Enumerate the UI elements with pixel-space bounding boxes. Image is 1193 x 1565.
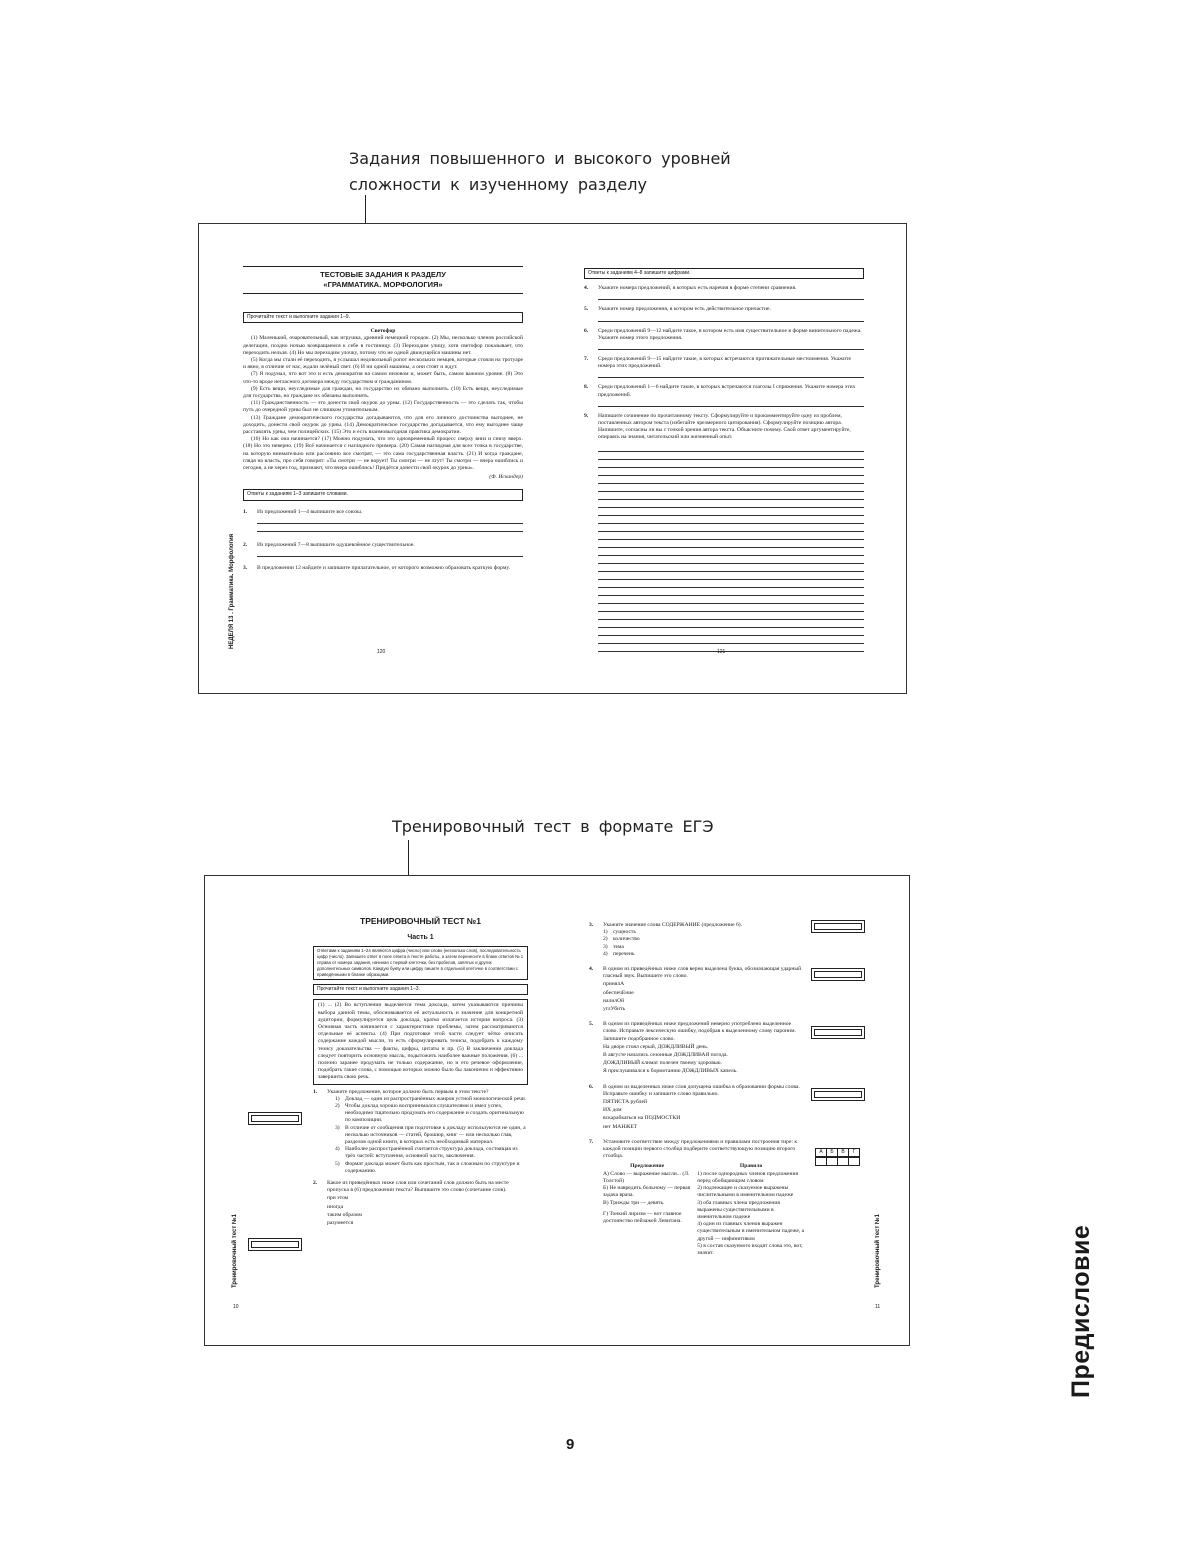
- matching-item: 5) в состав сказуемого входят слова это, вот, значит.: [697, 1242, 803, 1256]
- answer-grid-blank[interactable]: [815, 1157, 860, 1166]
- caption-line: Задания повышенного и высокого уровней: [349, 149, 731, 168]
- option-text: сущность: [613, 929, 636, 936]
- option[interactable]: [327, 1161, 528, 1175]
- paragraph: (1) Маленький, очаровательный, как игрушка, древний немецкий городок. (2) Мы, несколько членов российской делегации, поздно ночью возвращаемся к себе в гостиницу. (3) Переходим улицу, хотя светофор показывает, что переходить нельзя. (4) Но мы переходим улочку, потому что не одной движущейся машины нет.: [243, 335, 523, 356]
- question-text: Напишите сочинение по прочитанному тексту. Сформулируйте и прокомментируйте одну из проблем, поставленных автором текста (избегайте чрезмерного цитирования). Сформулируйте позицию автора. Напишите, согласны ли вы с точкой зрения автора текста. Объясните почему. Свой ответ аргументируйте, опираясь на знания, читательский или жизненный опыт.: [598, 412, 851, 441]
- option-text: перечень: [613, 950, 635, 957]
- section-tab: Предисловие: [1067, 1224, 1095, 1398]
- question: [243, 509, 523, 532]
- instruction-box: Ответы к заданиям 4–8 запишите цифрами.: [584, 268, 864, 279]
- option[interactable]: [327, 1103, 528, 1125]
- question: [584, 328, 864, 350]
- option[interactable]: таким образом: [327, 1211, 362, 1218]
- question: [584, 306, 864, 321]
- side-label: Тренировочный тест №1: [232, 1214, 238, 1288]
- question: [243, 565, 523, 572]
- author: (Ф. Искандер): [489, 474, 523, 481]
- section-title-line: ТЕСТОВЫЕ ЗАДАНИЯ К РАЗДЕЛУ: [320, 270, 446, 279]
- caption-advanced-tasks: [349, 146, 731, 198]
- page-number: 121: [717, 649, 726, 655]
- matching-table: [603, 1163, 805, 1257]
- question-number: 7.: [584, 356, 589, 363]
- option-number: 4): [603, 950, 608, 957]
- grid-cell: Г: [852, 1149, 856, 1155]
- answer-line[interactable]: [598, 342, 864, 350]
- question: [313, 1089, 528, 1175]
- word: принялА: [603, 981, 625, 988]
- question-number: 3.: [589, 922, 594, 928]
- phrase: ПЯТИСТА рублей: [603, 1099, 647, 1106]
- phrase: вскарабкаться на ПОДМОСТКИ: [603, 1115, 681, 1122]
- caption-line: сложности к изученному разделу: [349, 175, 647, 194]
- question-text: Укажите значение слова СОДЕРЖАНИЕ (предложение 6).: [603, 922, 743, 928]
- answer-box[interactable]: [811, 920, 865, 933]
- question-number: 1.: [313, 1088, 318, 1095]
- question: [589, 922, 805, 958]
- question: [584, 285, 864, 300]
- question-number: 5.: [589, 1021, 594, 1028]
- caption-training-test: Тренировочный тест в формате ЕГЭ: [392, 817, 714, 836]
- option-text: Формат доклада может быть как простым, так и сложным по структуре и содержанию.: [345, 1160, 520, 1174]
- option-text: В отличие от сообщения при подготовке к докладу используются не один, а несколько источников — статей, брошюр, книг — или несколько глав, разделов одной книги, в которых есть необходимый материал.: [345, 1124, 526, 1146]
- instruction-box: Прочитайте текст и выполните задания 1–3.: [313, 984, 528, 995]
- paragraph: (11) Гражданственность — это донести свой окурок до урны. (12) Государственность — это сделать так, чтобы путь до очередной урны был не слишком утомительным.: [243, 400, 523, 414]
- answer-line[interactable]: [598, 399, 864, 407]
- option-number: 4): [335, 1146, 340, 1153]
- question-number: 7.: [589, 1138, 594, 1145]
- grid-cell: В: [838, 1149, 849, 1156]
- question-text: В одном из приведённых ниже слов верно выделена буква, обозначающая ударный гласный звук. Выпишите это слово.: [603, 966, 802, 980]
- text-title: Светофор: [370, 328, 396, 335]
- option[interactable]: [603, 936, 805, 943]
- side-label: Тренировочный тест №1: [875, 1214, 881, 1288]
- essay-lines[interactable]: [598, 444, 864, 652]
- option[interactable]: [327, 1125, 528, 1147]
- answer-box[interactable]: [248, 1238, 302, 1251]
- section-title: [243, 270, 523, 290]
- answer-line[interactable]: [257, 524, 523, 532]
- question-number: 1.: [243, 508, 248, 515]
- question-number: 5.: [584, 306, 589, 313]
- option[interactable]: [327, 1096, 528, 1103]
- question-text: Укажите предложение, которое должно быть первым в этом тексте?: [327, 1088, 489, 1095]
- column-header: Правило: [739, 1163, 763, 1170]
- option-text: Чтобы доклад хорошо воспринимался слушателями и имел успех, необходимо тщательно продумать его содержание и создать оригинальную по композиции.: [345, 1103, 524, 1124]
- page-right-121: [584, 268, 864, 652]
- question-number: 2.: [243, 541, 248, 548]
- column-header: Предложение: [630, 1163, 665, 1170]
- answer-box[interactable]: [248, 1112, 302, 1125]
- matching-item: Б) Не навредить больному — первая задача врача.: [603, 1185, 691, 1199]
- sentence: Я прислушивался к бормотанию ДОЖДЛИВЫХ капель.: [603, 1068, 738, 1075]
- matching-item: 2) подлежащее и сказуемое выражены числительными в именительном падеже: [697, 1185, 794, 1199]
- question: [589, 1139, 805, 1257]
- reading-text-box: [313, 999, 528, 1084]
- question-number: 3.: [243, 565, 248, 572]
- page-number: 11: [875, 1304, 881, 1310]
- option[interactable]: [603, 929, 805, 936]
- matching-item: 1) после однородных членов предложения перед обобщающим словом: [697, 1170, 799, 1184]
- question: [589, 966, 805, 1013]
- question-text: Из предложений 1—4 выпишите все союзы.: [257, 508, 363, 515]
- word: обеспечЕние: [603, 989, 634, 996]
- question-text: В предложении 12 найдите и запишите прилагательное, от которого возможно образовать краткую форму.: [257, 565, 511, 572]
- answer-line[interactable]: [257, 516, 523, 524]
- question-number: 6.: [584, 327, 589, 334]
- option[interactable]: [603, 951, 805, 958]
- divider: [243, 266, 523, 267]
- part-title: Часть 1: [407, 934, 434, 941]
- page-number: 10: [233, 1304, 239, 1310]
- question-text: Среди предложений 1—6 найдите такие, в которых встречаются глаголы I спряжения. Укажите номера этих предложений.: [598, 384, 856, 398]
- question-text: Укажите номер предложения, в котором есть действительное причастие.: [598, 306, 771, 313]
- question: [589, 1084, 805, 1131]
- answer-line[interactable]: [598, 292, 864, 300]
- option-number: 2): [603, 936, 608, 943]
- divider: [243, 293, 523, 294]
- option-text: тема: [613, 943, 624, 950]
- instruction-box: Ответы к заданиям 1–3 запишите словами.: [243, 489, 523, 500]
- word: углУбить: [603, 1006, 626, 1013]
- option-number: 2): [335, 1103, 340, 1110]
- matching-item: Г) Тонкий лиризм — вот главное достоинство пейзажей Левитана.: [603, 1210, 682, 1224]
- question-text: Установите соответствие между предложениями и правилами построения тире: к каждой позиции первого столбца подберите соответствующую позицию второго столбца.: [603, 1138, 798, 1160]
- option[interactable]: [327, 1146, 528, 1160]
- question: [243, 542, 523, 557]
- sentence: ДОЖДЛИВЫЙ климат полезен твоему здоровью.: [603, 1060, 722, 1067]
- question: [313, 1180, 528, 1227]
- option-text: Наиболее распространённой считается структура доклада, состоящая из трёх частей: вступления, основной части, заключения.: [345, 1146, 518, 1160]
- answer-box[interactable]: [811, 1026, 865, 1039]
- option-number: 1): [335, 1095, 340, 1102]
- answer-line[interactable]: [257, 549, 523, 557]
- matching-item: 4) один из главных членов выражен существительным в именительном падеже, а другой — инфинитивом: [697, 1221, 805, 1242]
- instruction-box: Ответами к заданиям 1–24 являются цифра (число) или слово (несколько слов), последовательность цифр (число). Запишите ответ в поле ответа в тексте работы, а затем перенесите в бланк ответов № 1 справа от номера задания, начиная с первой клеточки, без пробелов, запятых и других дополнительных символов. Каждую букву или цифру пишите в отдельной клеточке в соответствии с приведёнными в бланке образцами.: [313, 946, 528, 980]
- matching-item: А) Слово — выражение мысли... (Л. Толстой): [603, 1170, 690, 1184]
- phrase: ИХ дом: [603, 1107, 622, 1114]
- option[interactable]: разумеется: [327, 1220, 354, 1227]
- grid-cell: А: [816, 1149, 827, 1156]
- question-text: Укажите номера предложений, в которых есть наречия в форме степени сравнения.: [598, 285, 797, 292]
- page-left-10: [313, 916, 528, 1227]
- question-number: 4.: [584, 285, 589, 292]
- option[interactable]: [603, 944, 805, 951]
- question: [589, 1021, 805, 1075]
- sentence: На дворе стоял серый, ДОЖДЛИВЫЙ день.: [603, 1043, 709, 1050]
- option-number: 3): [603, 943, 608, 950]
- answer-line[interactable]: [598, 314, 864, 322]
- option-number: 5): [335, 1160, 340, 1167]
- page-number: 9: [566, 1436, 575, 1453]
- instruction-box: Прочитайте текст и выполните задания 1–9.: [243, 312, 523, 323]
- answer-box[interactable]: [811, 968, 865, 981]
- book-spread-morphology: [198, 223, 907, 694]
- question-number: 6.: [589, 1083, 594, 1090]
- reading-text: [243, 335, 523, 472]
- paragraph: (9) Есть вещи, неуследимые для граждан, но государство их обязано выполнять. (10) Есть вещи, неуследимые для государства, но граждане их обязаны выполнять.: [243, 385, 523, 400]
- answer-line[interactable]: [598, 370, 864, 378]
- option-text: Доклад — один из распространённых жанров устной монологической речи.: [345, 1095, 527, 1102]
- side-label: НЕДЕЛЯ 13 . Грамматика. Морфология: [229, 533, 235, 649]
- matching-column-sentences: [603, 1163, 691, 1257]
- question-text: Из предложений 7—8 выпишите одушевлённое существительное.: [257, 541, 415, 548]
- grid-cell: Б: [827, 1149, 838, 1156]
- option[interactable]: при этом: [327, 1195, 349, 1202]
- sentence: В августе начались сезонные ДОЖДЛИВАЯ погода.: [603, 1052, 728, 1059]
- page-left-120: [243, 266, 523, 572]
- question-text: Какое из приведённых ниже слов или сочетаний слов должно быть на месте пропуска в (6) предложении текста? Выпишите это слово (сочетание слов).: [327, 1180, 509, 1194]
- section-title-line: «ГРАММАТИКА. МОРФОЛОГИЯ»: [323, 280, 443, 289]
- paragraph: (13) Граждане демократического государства догадываются, что для его личного достоинства выгоднее, не доходить, донести свой окурок до урны. (14) Демократическое государство догадывается, что ему выгоднее чаще расставлять урны, чем полицейских. (15) Это и есть взаимовыгодная практика демократии.: [243, 414, 523, 436]
- question-number: 8.: [584, 384, 589, 391]
- test-title: ТРЕНИРОВОЧНЫЙ ТЕСТ №1: [360, 916, 481, 926]
- word: налилОй: [603, 997, 625, 1004]
- paragraph: (5) Когда мы стали её переходить, я услышал недовольный ропот нескольких немцев, которые стояли на тротуаре и явно, в отличие от нас, ждали зелёный свет. (6) И ни одной машины, а они стоят и ждут.: [243, 357, 523, 371]
- page-number: 120: [377, 649, 386, 655]
- question-text: Среди предложений 9—15 найдите такие, в которых встречаются притяжательные местоимения. Укажите номера этих предложений.: [598, 356, 851, 370]
- answer-grid[interactable]: [815, 1148, 860, 1157]
- matching-column-rules: [697, 1163, 805, 1257]
- phrase: нет МАНЖЕТ: [603, 1123, 638, 1130]
- question-number: 2.: [313, 1180, 318, 1187]
- question-number: 9.: [584, 412, 589, 419]
- question-number: 4.: [589, 966, 594, 973]
- question-text: В одном из выделенных ниже слов допущена ошибка в образовании формы слова. Исправьте ошибку и запишите слово правильно.: [603, 1083, 800, 1097]
- matching-item: В) Трижды три — девять.: [603, 1199, 665, 1206]
- reading-text: (1) ... (2) Во вступлении выделяется тема доклада, затем указываются причины выбора данной темы, обосновывается её актуальность и значение для конкретной аудитории, формулируется цель доклада, кратко излагается история вопроса. (3) Основная часть начинается с характеристики проблемы, затем рассматриваются отдельные её аспекты. (4) При подготовке этой части следует чётко описать содержание каждой мысли, то есть сформулировать тезисы, подобрать к каждому тезису доказательства — факты, цифры, цитаты и пр. (5) В заключении доклада следует повторить основную мысль, подытожить наиболее важные положения. (6) ... полезно заранее продумать не только содержание, но и его речевое оформление, подобрать такие слова, с помощью которых можно было бы лаконично и эффективно завершить свою речь.: [318, 1002, 523, 1081]
- paragraph: (7) Я подумал, что вот это и есть демократия на самом низовом и, может быть, самом важном уровне. (8) Это что-то вроде негласного договора между государством и гражданином.: [243, 371, 523, 385]
- question: [584, 384, 864, 406]
- answer-box[interactable]: [811, 1088, 865, 1101]
- question-text: Среди предложений 9—12 найдите такое, в котором есть имя существительное в форме винительного падежа. Укажите номер этого предложения.: [598, 327, 862, 341]
- paragraph: (16) Но как она начинается? (17) Можно подумать, что это одновременный процесс сверху вниз и снизу вверх. (18) Но это неверно. (19) Всё начинается с наглядного примера. (20) Самая наглядная для всех точка в государстве, на которую внимательно или рассеянно все смотрят, — это сама государственная власть. (21) И когда граждане, глядя на власть, про себя говорят: «Ты смотри — не ворует! Ты смотри — не лгут! Ты смотри — вчера ошиблись и сегодня, а не через год, признают, что вчера ошиблись! Придётся донести свой окурок до урны».: [243, 436, 523, 472]
- option-text: количество: [613, 936, 640, 943]
- option[interactable]: иногда: [327, 1203, 344, 1210]
- question: [584, 413, 864, 652]
- page-right-11: [589, 918, 805, 1257]
- book-spread-training-test: [204, 875, 910, 1346]
- option-number: 3): [335, 1124, 340, 1131]
- question-text: В одном из приведённых ниже предложений неверно употреблено выделенное слово. Исправьте лексическую ошибку, подобрав к выделенному слову пароним. Запишите подобранное слово.: [603, 1021, 796, 1042]
- question: [584, 356, 864, 378]
- option-number: 1): [603, 929, 608, 936]
- matching-item: 3) оба главных члена предложения выражены существительными в именительном падеже: [697, 1199, 780, 1220]
